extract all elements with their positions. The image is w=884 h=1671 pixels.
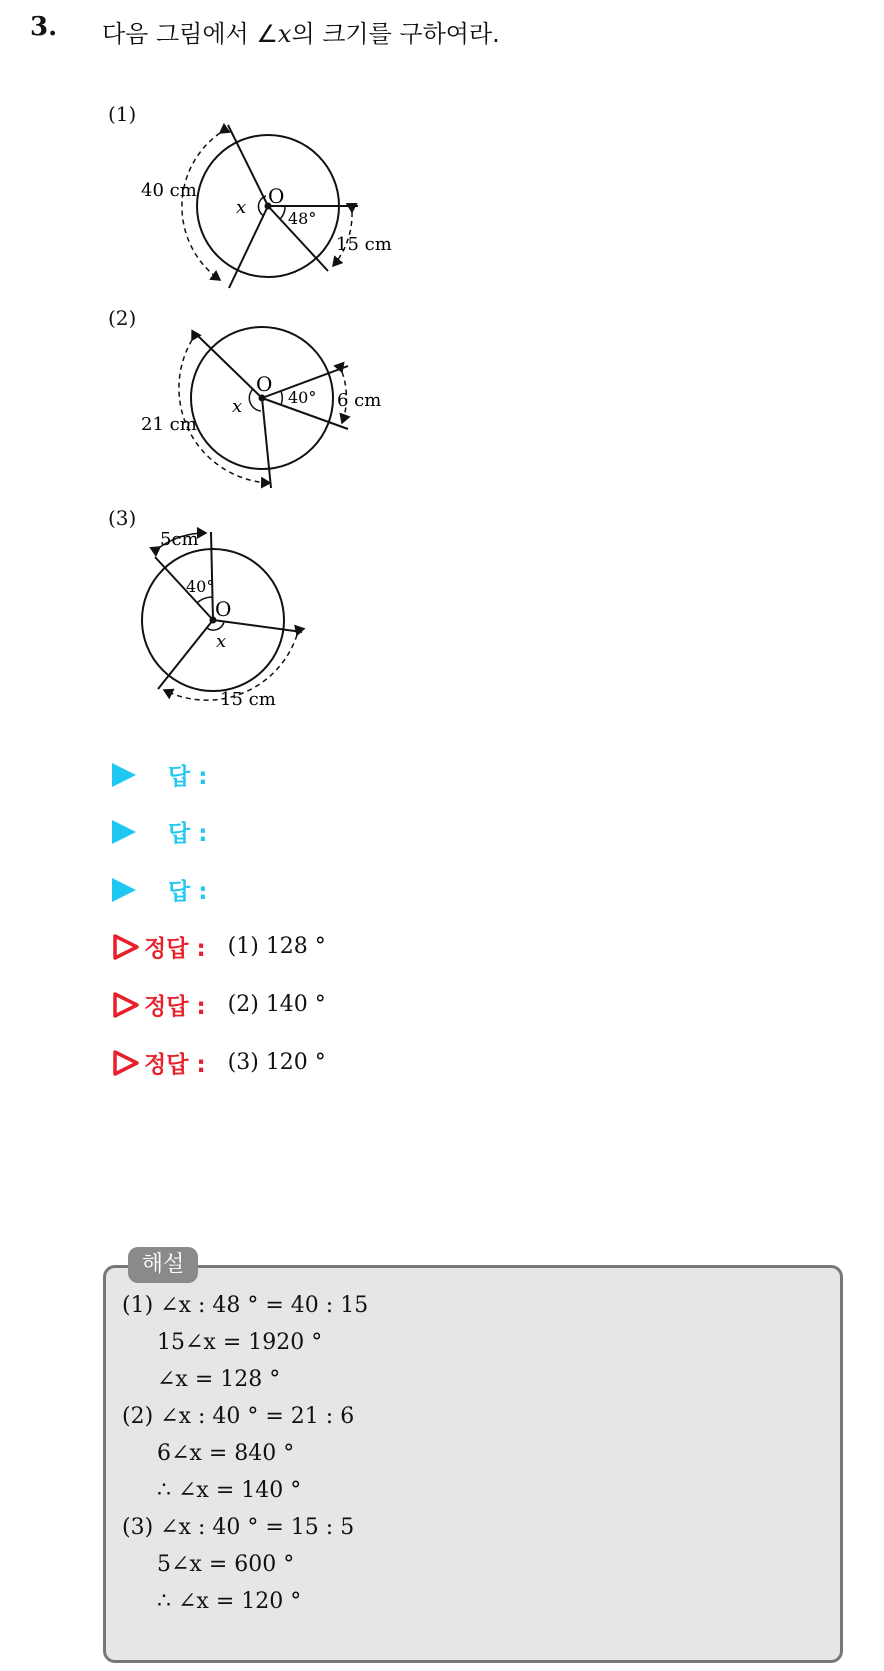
correct-2-arrow-icon <box>112 991 140 1019</box>
figure-1-label: (1) <box>108 102 137 126</box>
figure-3-arc-small-label: 5cm <box>160 529 199 550</box>
figure-2-arc-big-label: 21 cm <box>141 414 197 435</box>
figure-3-angle-label: 40° <box>186 577 215 596</box>
answer-blank-1[interactable]: 답 : <box>112 758 207 791</box>
explanation-line-5: 6∠x = 840 ° <box>157 1441 295 1466</box>
explanation-line-9: ∴ ∠x = 120 ° <box>157 1589 302 1614</box>
explanation-line-8: 5∠x = 600 ° <box>157 1552 295 1577</box>
explanation-line-6: ∴ ∠x = 140 ° <box>157 1478 302 1503</box>
explanation-line-2: 15∠x = 1920 ° <box>157 1330 323 1355</box>
answer-2-arrow-icon <box>112 820 136 844</box>
answer-3-arrow-icon <box>112 878 136 902</box>
figure-1-var-label: x <box>236 197 247 218</box>
figure-1-center-label: O <box>268 184 285 208</box>
question-number: 3. <box>30 12 58 42</box>
correct-3-arrow-icon <box>112 1049 140 1077</box>
figure-2-label: (2) <box>108 306 137 330</box>
correct-1-arrow-icon <box>112 933 140 961</box>
explanation-tab: 해설 <box>128 1247 198 1283</box>
figure-1-arc-big-label: 40 cm <box>141 180 197 201</box>
figure-2-angle-label: 40° <box>288 388 317 407</box>
explanation-line-7: (3) ∠x : 40 ° = 15 : 5 <box>122 1515 355 1540</box>
figure-2-center-label: O <box>256 372 273 396</box>
figure-3-diagram <box>140 522 340 712</box>
explanation-line-4: (2) ∠x : 40 ° = 21 : 6 <box>122 1404 355 1429</box>
figure-3-center-label: O <box>215 597 232 621</box>
figure-2-var-label: x <box>232 396 243 417</box>
figure-3-label: (3) <box>108 506 137 530</box>
figure-1-diagram <box>140 120 400 300</box>
figure-1-arc-small-label: 15 cm <box>336 234 392 255</box>
answer-blank-3[interactable]: 답 : <box>112 873 207 906</box>
correct-answer-2: 정답 : (2) 140 ° <box>112 988 326 1021</box>
question-text: 다음 그림에서 ∠x의 크기를 구하여라. <box>102 20 500 48</box>
figure-1-angle-label: 48° <box>288 209 317 228</box>
figure-3-var-label: x <box>216 631 227 652</box>
figure-2-arc-small-label: 6 cm <box>337 390 382 411</box>
explanation-line-3: ∠x = 128 ° <box>157 1367 281 1392</box>
answer-blank-2[interactable]: 답 : <box>112 815 207 848</box>
answer-1-arrow-icon <box>112 763 136 787</box>
explanation-line-1: (1) ∠x : 48 ° = 40 : 15 <box>122 1293 369 1318</box>
correct-answer-3: 정답 : (3) 120 ° <box>112 1046 326 1079</box>
correct-answer-1: 정답 : (1) 128 ° <box>112 930 326 963</box>
figure-3-arc-big-label: 15 cm <box>220 689 276 710</box>
figure-2-diagram <box>140 320 400 500</box>
